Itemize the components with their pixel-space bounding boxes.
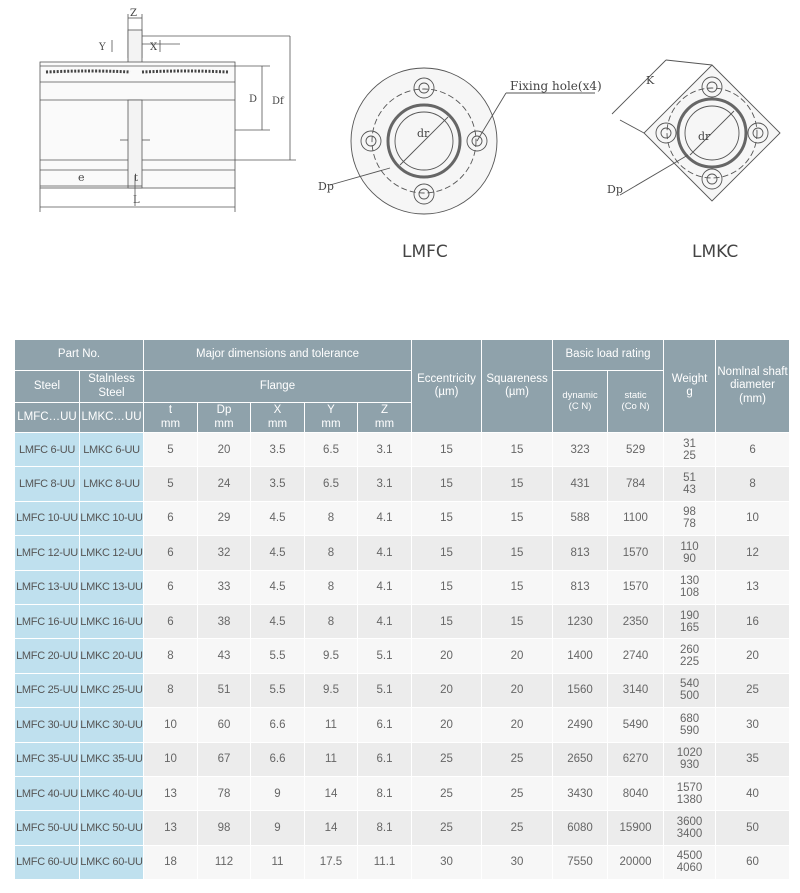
cell-squareness: 15 bbox=[482, 536, 553, 570]
cell-stainless: LMKC 10-UU bbox=[80, 501, 144, 535]
cell-dp: 38 bbox=[198, 604, 251, 638]
table-row bbox=[15, 708, 790, 742]
cell-t: 8 bbox=[144, 673, 198, 707]
cell-x: 5.5 bbox=[251, 639, 305, 673]
cell-squareness: 15 bbox=[482, 570, 553, 604]
cell-weight: 110 90 bbox=[664, 536, 716, 570]
cell-dp: 43 bbox=[198, 639, 251, 673]
header-squareness: Squareness (µm) bbox=[482, 340, 553, 433]
cell-dp: 112 bbox=[198, 845, 251, 879]
label-df: Df bbox=[272, 96, 284, 107]
cell-squareness: 25 bbox=[482, 776, 553, 810]
cell-squareness: 20 bbox=[482, 708, 553, 742]
cell-z: 3.1 bbox=[358, 433, 412, 467]
cell-z: 6.1 bbox=[358, 708, 412, 742]
cell-dynamic: 323 bbox=[553, 433, 608, 467]
table-row bbox=[15, 776, 790, 810]
cell-steel: LMFC 6-UU bbox=[15, 433, 80, 467]
cell-dp: 29 bbox=[198, 501, 251, 535]
cell-static: 2350 bbox=[608, 604, 664, 638]
cell-stainless: LMKC 20-UU bbox=[80, 639, 144, 673]
cell-weight: 31 25 bbox=[664, 433, 716, 467]
cell-static: 1570 bbox=[608, 536, 664, 570]
cell-eccentricity: 15 bbox=[412, 604, 482, 638]
cell-shaft: 50 bbox=[716, 811, 790, 845]
cell-squareness: 25 bbox=[482, 742, 553, 776]
cell-dynamic: 1230 bbox=[553, 604, 608, 638]
cell-shaft: 60 bbox=[716, 845, 790, 879]
cell-stainless: LMKC 50-UU bbox=[80, 811, 144, 845]
cell-x: 9 bbox=[251, 776, 305, 810]
label-dp-lmfc: Dp bbox=[318, 180, 334, 193]
cell-dynamic: 2490 bbox=[553, 708, 608, 742]
cell-shaft: 40 bbox=[716, 776, 790, 810]
cell-dynamic: 813 bbox=[553, 536, 608, 570]
cell-eccentricity: 25 bbox=[412, 776, 482, 810]
label-y: Y bbox=[99, 42, 106, 53]
header-dp: Dp mm bbox=[198, 403, 251, 433]
table-row bbox=[15, 570, 790, 604]
cell-t: 10 bbox=[144, 742, 198, 776]
cell-x: 6.6 bbox=[251, 742, 305, 776]
header-static: static (Co N) bbox=[608, 371, 664, 433]
cell-stainless: LMKC 16-UU bbox=[80, 604, 144, 638]
cell-z: 4.1 bbox=[358, 570, 412, 604]
cell-squareness: 20 bbox=[482, 673, 553, 707]
header-basic-load-rating: Basic load rating bbox=[553, 340, 664, 371]
cell-eccentricity: 30 bbox=[412, 845, 482, 879]
cell-shaft: 30 bbox=[716, 708, 790, 742]
cell-dynamic: 6080 bbox=[553, 811, 608, 845]
cell-dp: 33 bbox=[198, 570, 251, 604]
cell-y: 8 bbox=[305, 501, 358, 535]
cell-static: 3140 bbox=[608, 673, 664, 707]
cell-steel: LMFC 60-UU bbox=[15, 845, 80, 879]
cell-shaft: 8 bbox=[716, 467, 790, 501]
header-major-dimensions: Major dimensions and tolerance bbox=[144, 340, 412, 371]
cell-static: 20000 bbox=[608, 845, 664, 879]
cell-steel: LMFC 12-UU bbox=[15, 536, 80, 570]
cell-stainless: LMKC 13-UU bbox=[80, 570, 144, 604]
cell-static: 8040 bbox=[608, 776, 664, 810]
cell-eccentricity: 20 bbox=[412, 708, 482, 742]
cell-weight: 260 225 bbox=[664, 639, 716, 673]
cell-weight: 1020 930 bbox=[664, 742, 716, 776]
cell-eccentricity: 25 bbox=[412, 742, 482, 776]
cell-z: 5.1 bbox=[358, 639, 412, 673]
cell-dp: 20 bbox=[198, 433, 251, 467]
cell-steel: LMFC 50-UU bbox=[15, 811, 80, 845]
table-row bbox=[15, 811, 790, 845]
cell-t: 13 bbox=[144, 776, 198, 810]
table-row bbox=[15, 639, 790, 673]
cell-eccentricity: 15 bbox=[412, 536, 482, 570]
cell-z: 11.1 bbox=[358, 845, 412, 879]
header-lmfc-series: LMFC…UU bbox=[15, 403, 80, 433]
cell-y: 11 bbox=[305, 742, 358, 776]
header-part-no: Part No. bbox=[15, 340, 144, 371]
cell-eccentricity: 15 bbox=[412, 467, 482, 501]
cell-x: 4.5 bbox=[251, 536, 305, 570]
cell-stainless: LMKC 30-UU bbox=[80, 708, 144, 742]
label-x: X bbox=[150, 42, 158, 53]
cell-static: 784 bbox=[608, 467, 664, 501]
header-x: X mm bbox=[251, 403, 305, 433]
technical-drawings bbox=[0, 0, 800, 300]
cell-x: 9 bbox=[251, 811, 305, 845]
cell-weight: 4500 4060 bbox=[664, 845, 716, 879]
cell-dp: 67 bbox=[198, 742, 251, 776]
label-l: L bbox=[133, 195, 140, 206]
header-eccentricity: Eccentricity (µm) bbox=[412, 340, 482, 433]
cell-x: 4.5 bbox=[251, 501, 305, 535]
header-dynamic: dynamic (C N) bbox=[553, 371, 608, 433]
cell-dp: 51 bbox=[198, 673, 251, 707]
label-e: e bbox=[78, 171, 85, 184]
cell-stainless: LMKC 60-UU bbox=[80, 845, 144, 879]
cell-squareness: 15 bbox=[482, 433, 553, 467]
cell-y: 14 bbox=[305, 776, 358, 810]
cell-y: 8 bbox=[305, 536, 358, 570]
cell-weight: 98 78 bbox=[664, 501, 716, 535]
cell-y: 8 bbox=[305, 570, 358, 604]
cell-x: 3.5 bbox=[251, 433, 305, 467]
cell-y: 17.5 bbox=[305, 845, 358, 879]
cell-steel: LMFC 20-UU bbox=[15, 639, 80, 673]
label-d: D bbox=[249, 94, 258, 105]
cell-t: 18 bbox=[144, 845, 198, 879]
cell-shaft: 10 bbox=[716, 501, 790, 535]
cell-z: 6.1 bbox=[358, 742, 412, 776]
cell-t: 6 bbox=[144, 570, 198, 604]
cell-shaft: 25 bbox=[716, 673, 790, 707]
cell-stainless: LMKC 35-UU bbox=[80, 742, 144, 776]
label-t: t bbox=[134, 173, 139, 184]
table-row bbox=[15, 845, 790, 879]
cell-steel: LMFC 40-UU bbox=[15, 776, 80, 810]
cell-eccentricity: 15 bbox=[412, 570, 482, 604]
cell-squareness: 15 bbox=[482, 604, 553, 638]
header-nominal-shaft: Nomlnal shaft diameter (mm) bbox=[716, 340, 790, 433]
label-dr-lmfc: dr bbox=[417, 127, 430, 140]
header-steel: Steel bbox=[15, 371, 80, 403]
cell-steel: LMFC 30-UU bbox=[15, 708, 80, 742]
header-weight: Weight g bbox=[664, 340, 716, 433]
cell-static: 1570 bbox=[608, 570, 664, 604]
cell-eccentricity: 15 bbox=[412, 433, 482, 467]
cell-y: 11 bbox=[305, 708, 358, 742]
cell-x: 11 bbox=[251, 845, 305, 879]
caption-lmkc: LMKC bbox=[692, 242, 739, 262]
header-stainless: Stalnless Steel bbox=[80, 371, 144, 403]
cell-steel: LMFC 35-UU bbox=[15, 742, 80, 776]
cell-z: 4.1 bbox=[358, 501, 412, 535]
table-row bbox=[15, 742, 790, 776]
table-row bbox=[15, 433, 790, 467]
cell-y: 9.5 bbox=[305, 673, 358, 707]
cell-squareness: 30 bbox=[482, 845, 553, 879]
cell-z: 4.1 bbox=[358, 536, 412, 570]
cell-z: 8.1 bbox=[358, 811, 412, 845]
cell-squareness: 20 bbox=[482, 639, 553, 673]
header-flange: Flange bbox=[144, 371, 412, 403]
cell-y: 6.5 bbox=[305, 433, 358, 467]
table-row bbox=[15, 604, 790, 638]
cell-y: 6.5 bbox=[305, 467, 358, 501]
table-row bbox=[15, 673, 790, 707]
cell-x: 5.5 bbox=[251, 673, 305, 707]
table-body bbox=[15, 433, 790, 880]
header-y: Y mm bbox=[305, 403, 358, 433]
cell-z: 8.1 bbox=[358, 776, 412, 810]
cell-steel: LMFC 25-UU bbox=[15, 673, 80, 707]
cell-dynamic: 1400 bbox=[553, 639, 608, 673]
cell-y: 9.5 bbox=[305, 639, 358, 673]
cell-y: 8 bbox=[305, 604, 358, 638]
cell-shaft: 13 bbox=[716, 570, 790, 604]
cell-steel: LMFC 13-UU bbox=[15, 570, 80, 604]
cell-t: 5 bbox=[144, 433, 198, 467]
cell-squareness: 15 bbox=[482, 467, 553, 501]
cell-dynamic: 431 bbox=[553, 467, 608, 501]
table-row bbox=[15, 536, 790, 570]
cell-weight: 3600 3400 bbox=[664, 811, 716, 845]
cell-x: 4.5 bbox=[251, 604, 305, 638]
label-fixing-hole: Fixing hole(x4) bbox=[510, 79, 602, 93]
cell-steel: LMFC 16-UU bbox=[15, 604, 80, 638]
cell-static: 1100 bbox=[608, 501, 664, 535]
cell-dynamic: 588 bbox=[553, 501, 608, 535]
lmkc-front-view-drawing bbox=[612, 60, 780, 201]
header-t: t mm bbox=[144, 403, 198, 433]
cell-z: 3.1 bbox=[358, 467, 412, 501]
label-z: Z bbox=[130, 8, 137, 19]
header-z: Z mm bbox=[358, 403, 412, 433]
cell-shaft: 6 bbox=[716, 433, 790, 467]
cell-weight: 680 590 bbox=[664, 708, 716, 742]
drawings-svg bbox=[0, 0, 800, 300]
cell-steel: LMFC 10-UU bbox=[15, 501, 80, 535]
cell-dp: 32 bbox=[198, 536, 251, 570]
cell-t: 5 bbox=[144, 467, 198, 501]
cell-stainless: LMKC 6-UU bbox=[80, 433, 144, 467]
cell-z: 4.1 bbox=[358, 604, 412, 638]
cell-shaft: 12 bbox=[716, 536, 790, 570]
cell-shaft: 16 bbox=[716, 604, 790, 638]
cell-shaft: 20 bbox=[716, 639, 790, 673]
cell-stainless: LMKC 8-UU bbox=[80, 467, 144, 501]
cell-x: 6.6 bbox=[251, 708, 305, 742]
cell-dynamic: 7550 bbox=[553, 845, 608, 879]
cell-t: 8 bbox=[144, 639, 198, 673]
cell-x: 3.5 bbox=[251, 467, 305, 501]
cell-dp: 60 bbox=[198, 708, 251, 742]
cell-t: 6 bbox=[144, 501, 198, 535]
cell-weight: 130 108 bbox=[664, 570, 716, 604]
cell-static: 2740 bbox=[608, 639, 664, 673]
cell-eccentricity: 15 bbox=[412, 501, 482, 535]
label-dp-lmkc: Dp bbox=[607, 183, 623, 196]
header-lmkc-series: LMKC…UU bbox=[80, 403, 144, 433]
cell-t: 6 bbox=[144, 604, 198, 638]
cell-eccentricity: 20 bbox=[412, 639, 482, 673]
cell-static: 529 bbox=[608, 433, 664, 467]
cell-dp: 24 bbox=[198, 467, 251, 501]
caption-lmfc: LMFC bbox=[402, 242, 448, 262]
cell-shaft: 35 bbox=[716, 742, 790, 776]
table-row bbox=[15, 467, 790, 501]
cell-dynamic: 3430 bbox=[553, 776, 608, 810]
cell-x: 4.5 bbox=[251, 570, 305, 604]
cell-t: 10 bbox=[144, 708, 198, 742]
cell-dp: 78 bbox=[198, 776, 251, 810]
specification-table bbox=[14, 339, 790, 880]
cell-dynamic: 2650 bbox=[553, 742, 608, 776]
cell-stainless: LMKC 25-UU bbox=[80, 673, 144, 707]
cell-steel: LMFC 8-UU bbox=[15, 467, 80, 501]
cell-static: 6270 bbox=[608, 742, 664, 776]
cell-dynamic: 813 bbox=[553, 570, 608, 604]
label-dr-lmkc: dr bbox=[698, 130, 711, 143]
cell-weight: 51 43 bbox=[664, 467, 716, 501]
cell-squareness: 15 bbox=[482, 501, 553, 535]
cell-t: 6 bbox=[144, 536, 198, 570]
cell-squareness: 25 bbox=[482, 811, 553, 845]
cell-weight: 540 500 bbox=[664, 673, 716, 707]
cell-stainless: LMKC 40-UU bbox=[80, 776, 144, 810]
label-k: K bbox=[646, 74, 655, 87]
cell-stainless: LMKC 12-UU bbox=[80, 536, 144, 570]
cell-z: 5.1 bbox=[358, 673, 412, 707]
cell-static: 15900 bbox=[608, 811, 664, 845]
cell-dynamic: 1560 bbox=[553, 673, 608, 707]
cell-dp: 98 bbox=[198, 811, 251, 845]
cell-eccentricity: 25 bbox=[412, 811, 482, 845]
cell-weight: 1570 1380 bbox=[664, 776, 716, 810]
cell-weight: 190 165 bbox=[664, 604, 716, 638]
cell-t: 13 bbox=[144, 811, 198, 845]
cell-y: 14 bbox=[305, 811, 358, 845]
table-row bbox=[15, 501, 790, 535]
cell-eccentricity: 20 bbox=[412, 673, 482, 707]
cell-static: 5490 bbox=[608, 708, 664, 742]
